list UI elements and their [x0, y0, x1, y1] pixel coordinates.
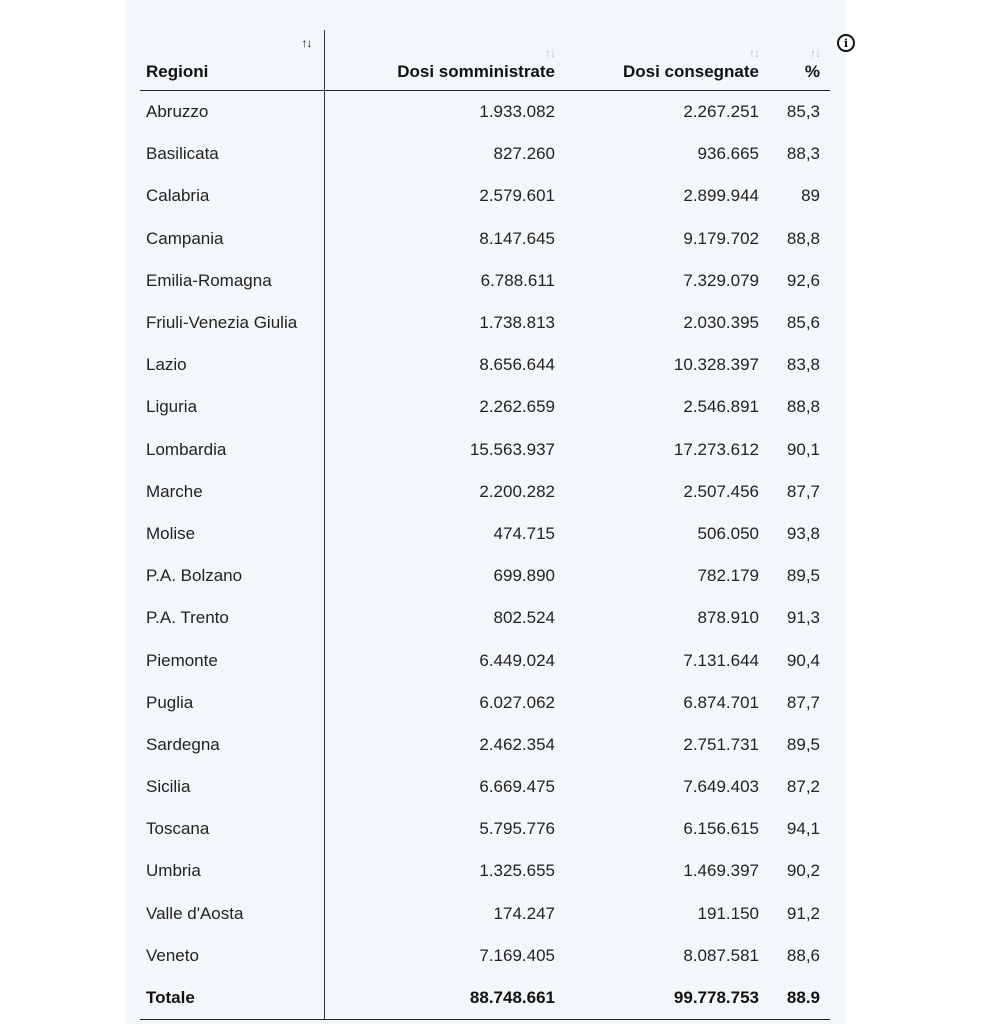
- cell-delivered: 10.328.397: [673, 355, 759, 375]
- cell-administered: 474.715: [493, 523, 555, 543]
- table-row: [140, 471, 830, 513]
- cell-region: Campania: [140, 218, 324, 260]
- table-row: [140, 682, 830, 724]
- cell-region: Puglia: [140, 682, 324, 724]
- cell-region: Valle d'Aosta: [140, 893, 324, 935]
- cell-region: Friuli-Venezia Giulia: [140, 302, 324, 344]
- cell-administered: 1.738.813: [479, 313, 555, 333]
- info-icon[interactable]: i: [837, 34, 855, 52]
- cell-delivered: 7.649.403: [683, 777, 759, 797]
- table-row: [140, 429, 830, 471]
- cell-administered: 7.169.405: [479, 945, 555, 965]
- cell-administered: 8.147.645: [479, 228, 555, 248]
- total-cell-delivered: 99.778.753: [565, 977, 769, 1020]
- cell-percent: 88,8: [786, 228, 820, 248]
- total-cell-percent: 88.9: [769, 977, 830, 1020]
- cell-region: Piemonte: [140, 639, 324, 681]
- cell-percent: 85,6: [786, 313, 820, 333]
- cell-delivered: 782.179: [697, 566, 759, 586]
- cell-region: Marche: [140, 471, 324, 513]
- vaccine-doses-table: [140, 30, 830, 1020]
- cell-region: Calabria: [140, 175, 324, 217]
- table-row: [140, 597, 830, 639]
- sort-arrows-icon[interactable]: ↑↓: [749, 46, 759, 60]
- cell-percent: 90,4: [786, 650, 820, 670]
- cell-percent: 88,8: [786, 397, 820, 417]
- column-header-label: Dosi consegnate: [622, 62, 759, 81]
- cell-delivered: 2.267.251: [683, 102, 759, 122]
- cell-delivered: 6.874.701: [683, 692, 759, 712]
- cell-region: P.A. Bolzano: [140, 555, 324, 597]
- table-row: [140, 175, 830, 217]
- table-header-row: [140, 30, 830, 91]
- cell-percent: 89,5: [786, 734, 820, 754]
- cell-percent: 89,5: [786, 566, 820, 586]
- cell-delivered: 9.179.702: [683, 228, 759, 248]
- cell-region: Toscana: [140, 808, 324, 850]
- cell-percent: 90,1: [786, 439, 820, 459]
- cell-region: Basilicata: [140, 133, 324, 175]
- cell-percent: 89: [801, 186, 820, 206]
- cell-administered: 802.524: [493, 608, 555, 628]
- table-row: [140, 344, 830, 386]
- cell-administered: 6.449.024: [479, 650, 555, 670]
- cell-delivered: 191.150: [697, 903, 759, 923]
- cell-region: Umbria: [140, 850, 324, 892]
- cell-region: Sicilia: [140, 766, 324, 808]
- column-header-administered[interactable]: [324, 30, 565, 91]
- cell-region: Liguria: [140, 386, 324, 428]
- cell-percent: 93,8: [786, 523, 820, 543]
- cell-percent: 88,6: [786, 945, 820, 965]
- sort-arrows-icon[interactable]: ↑↓: [301, 36, 312, 50]
- table-row: [140, 91, 830, 134]
- cell-administered: 6.027.062: [479, 692, 555, 712]
- cell-region: Lazio: [140, 344, 324, 386]
- cell-percent: 87,7: [786, 481, 820, 501]
- total-cell-administered: 88.748.661: [324, 977, 565, 1020]
- cell-administered: 2.262.659: [479, 397, 555, 417]
- table-row: [140, 555, 830, 597]
- table-row: [140, 766, 830, 808]
- cell-delivered: 878.910: [697, 608, 759, 628]
- cell-administered: 2.462.354: [479, 734, 555, 754]
- cell-administered: 8.656.644: [479, 355, 555, 375]
- table-row: [140, 724, 830, 766]
- cell-percent: 83,8: [786, 355, 820, 375]
- table-row: [140, 808, 830, 850]
- cell-region: Veneto: [140, 935, 324, 977]
- cell-administered: 5.795.776: [479, 819, 555, 839]
- cell-region: Abruzzo: [140, 91, 324, 134]
- cell-percent: 92,6: [786, 270, 820, 290]
- table-row: [140, 639, 830, 681]
- table-row: [140, 386, 830, 428]
- column-header-label: Dosi somministrate: [397, 62, 555, 81]
- cell-delivered: 2.507.456: [683, 481, 759, 501]
- cell-administered: 1.933.082: [479, 102, 555, 122]
- table-row: [140, 893, 830, 935]
- table-row: [140, 935, 830, 977]
- table-row: [140, 513, 830, 555]
- cell-administered: 6.788.611: [480, 270, 555, 290]
- cell-region: Lombardia: [140, 429, 324, 471]
- sort-arrows-icon[interactable]: ↑↓: [545, 46, 555, 60]
- sort-arrows-icon[interactable]: ↑↓: [810, 46, 820, 60]
- cell-region: Sardegna: [140, 724, 324, 766]
- cell-delivered: 7.131.644: [683, 650, 759, 670]
- column-header-label: %: [804, 62, 820, 81]
- table-row: [140, 850, 830, 892]
- cell-delivered: 936.665: [697, 144, 759, 164]
- cell-region: P.A. Trento: [140, 597, 324, 639]
- cell-delivered: 2.751.731: [683, 734, 759, 754]
- cell-delivered: 2.899.944: [683, 186, 759, 206]
- column-header-percent[interactable]: [769, 30, 830, 91]
- cell-percent: 91,2: [786, 903, 820, 923]
- cell-delivered: 1.469.397: [683, 861, 759, 881]
- cell-administered: 1.325.655: [479, 861, 555, 881]
- cell-percent: 94,1: [786, 819, 820, 839]
- cell-delivered: 8.087.581: [683, 945, 759, 965]
- cell-administered: 174.247: [493, 903, 555, 923]
- table-row: [140, 218, 830, 260]
- cell-administered: 6.669.475: [479, 777, 555, 797]
- cell-percent: 87,7: [786, 692, 820, 712]
- cell-administered: 699.890: [493, 566, 555, 586]
- cell-delivered: 7.329.079: [683, 270, 759, 290]
- table-total-row: [140, 977, 830, 1020]
- table-row: [140, 302, 830, 344]
- cell-delivered: 2.030.395: [683, 313, 759, 333]
- table-row: [140, 133, 830, 175]
- column-header-delivered[interactable]: [565, 30, 769, 91]
- cell-administered: 827.260: [493, 144, 555, 164]
- cell-administered: 2.579.601: [479, 186, 555, 206]
- cell-percent: 87,2: [786, 777, 820, 797]
- total-cell-region: Totale: [140, 977, 324, 1020]
- cell-administered: 15.563.937: [469, 439, 555, 459]
- cell-delivered: 6.156.615: [683, 819, 759, 839]
- cell-region: Emilia-Romagna: [140, 260, 324, 302]
- table-row: [140, 260, 830, 302]
- cell-delivered: 17.273.612: [673, 439, 759, 459]
- cell-percent: 91,3: [786, 608, 820, 628]
- cell-delivered: 2.546.891: [683, 397, 759, 417]
- cell-administered: 2.200.282: [479, 481, 555, 501]
- cell-percent: 88,3: [786, 144, 820, 164]
- cell-delivered: 506.050: [697, 523, 759, 543]
- cell-region: Molise: [140, 513, 324, 555]
- column-header-region[interactable]: [140, 30, 324, 91]
- cell-percent: 85,3: [786, 102, 820, 122]
- cell-percent: 90,2: [786, 861, 820, 881]
- column-header-label: Regioni: [146, 62, 209, 81]
